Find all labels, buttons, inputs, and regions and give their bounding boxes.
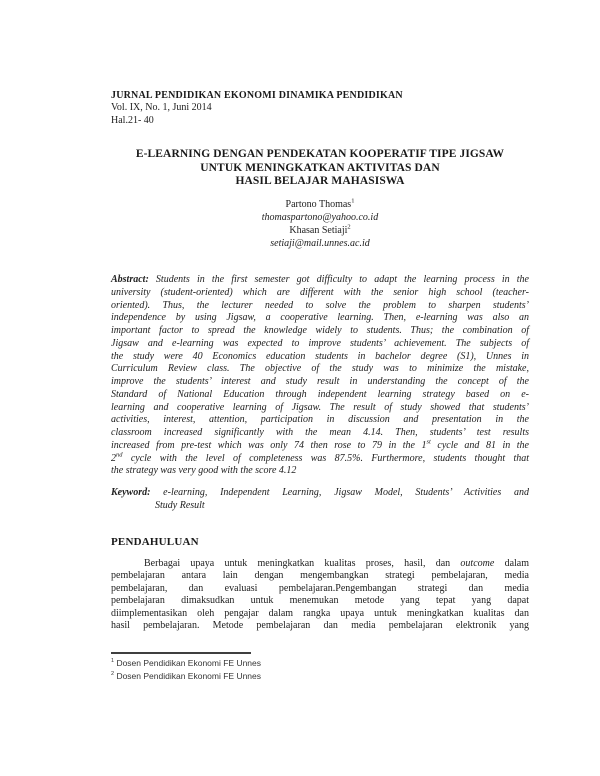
intro-line: pembelajaran, dan evaluasi pembelajaran.Pengembangan strategi dan media — [111, 582, 529, 594]
footnote-marker: 2 — [111, 670, 115, 677]
intro-line: diimplementasikan oleh pengajar dalam rangka upaya untuk meningkatkan kualitas dan — [111, 607, 529, 619]
abstract-text: Students in the first semester got difficulty to adapt the learning process in the — [148, 274, 529, 285]
abstract-line: activities, interest, attention, participation in discussion and presentation in the — [111, 414, 529, 426]
footnote-separator — [111, 652, 251, 654]
abstract-text: increased from pre-test which was only 74 then rose to 79 in the 1 — [111, 439, 427, 451]
intro-text: Berbagai upaya untuk meningkatkan kualitas proses, hasil, dan — [144, 557, 461, 569]
section-heading-pendahuluan: PENDAHULUAN — [111, 536, 199, 548]
keyword-label: Keyword: — [111, 487, 151, 498]
abstract-line — [111, 274, 529, 287]
article-title-line: E-LEARNING DENGAN PENDEKATAN KOOPERATIF TIPE JIGSAW — [135, 148, 505, 160]
abstract-line — [111, 453, 529, 466]
ordinal-superscript: st — [426, 438, 431, 446]
abstract-line: oriented). Thus, the lecturer needed to solve the problem to sharpen students’ — [111, 299, 529, 311]
journal-pages: Hal.21- 40 — [111, 114, 154, 126]
footnote-text: Dosen Pendidikan Ekonomi FE Unnes — [116, 658, 262, 668]
abstract-line: the strategy was very good with the score 4.12 — [111, 465, 297, 477]
abstract-line — [111, 440, 529, 453]
keyword-line: Study Result — [155, 500, 205, 511]
author-name-text: Partono Thomas — [285, 199, 352, 210]
abstract-line: Curriculum Review class. The objective of the study was to minimize the mistake, — [111, 363, 529, 375]
intro-text-italic: outcome — [460, 557, 495, 569]
keyword-text: e-learning, Independent Learning, Jigsaw Model, Students’ Activities and — [150, 487, 529, 498]
footnote-text: Dosen Pendidikan Ekonomi FE Unnes — [116, 670, 262, 681]
footnote — [111, 670, 529, 683]
keyword-block — [111, 486, 529, 512]
journal-header — [111, 90, 529, 127]
intro-line: pembelajaran dimaksudkan untuk menemukan metode yang tepat yang dapat — [111, 595, 529, 607]
intro-line: hasil pembelajaran. Metode pembelajaran dan media pembelajaran elektronik yang — [111, 620, 529, 632]
ordinal-superscript: nd — [116, 451, 123, 459]
abstract-line: important factor to spread the knowledge widely to students. Thus; the combination of — [111, 325, 529, 336]
abstract-line: classroom increased significantly with the mean 4.14. Then, students’ test results — [111, 427, 529, 438]
abstract-line: the study were 40 Economics education students in bachelor degree (S1), Unnes in — [111, 350, 529, 362]
intro-text: dalam — [494, 557, 529, 569]
abstract-line: independence by using Jigsaw, a cooperative learning. Then, e-learning was also an — [111, 312, 529, 324]
footnote-marker: 1 — [111, 658, 115, 665]
journal-name: JURNAL PENDIDIKAN EKONOMI DINAMIKA PENDIDIKAN — [111, 90, 403, 101]
article-title — [111, 148, 529, 189]
author-name-text: Khasan Setiaji — [289, 225, 348, 236]
author-name — [111, 224, 529, 237]
article-title-line: HASIL BELAJAR MAHASISWA — [235, 175, 405, 188]
abstract-line: learning and cooperative learning of Jigsaw. The result of study showed that students’ — [111, 401, 529, 413]
intro-line — [111, 558, 529, 571]
keyword-line — [111, 486, 529, 499]
intro-line: pembelajaran antara lain dengan mengembangkan strategi pembelajaran, media — [111, 570, 529, 582]
footnote — [111, 657, 529, 670]
footnotes — [111, 657, 529, 683]
abstract-line: Jigsaw and e-learning was expected to improve students’ achievement. The subjects of — [111, 337, 529, 349]
abstract-text: cycle with the level of completeness was 87.5%. Furthermore, students thought that — [122, 452, 529, 464]
author-footnote-marker: 2 — [347, 223, 351, 231]
abstract-line: Standard of National Education through independent learning strategy based on e- — [111, 388, 529, 400]
abstract-text: cycle and 81 in the — [430, 439, 529, 451]
author-email: thomaspartono@yahoo.co.id — [261, 212, 379, 223]
article-title-line: UNTUK MENINGKATKAN AKTIVITAS DAN — [200, 161, 440, 174]
author-email: setiaji@mail.unnes.ac.id — [270, 238, 370, 249]
author-name — [111, 198, 529, 211]
intro-paragraph — [111, 558, 529, 634]
abstract-label: Abstract: — [111, 274, 149, 285]
abstract-line: university (student-oriented) which are different with the senior high school (teacher- — [111, 286, 529, 298]
abstract-line: improve the students’ interest and study result in understanding the concept of the — [111, 376, 529, 387]
author-footnote-marker: 1 — [351, 197, 355, 205]
journal-volume: Vol. IX, No. 1, Juni 2014 — [111, 102, 212, 114]
abstract-text: 2 — [111, 452, 116, 464]
abstract — [111, 274, 529, 478]
authors-block — [111, 198, 529, 250]
